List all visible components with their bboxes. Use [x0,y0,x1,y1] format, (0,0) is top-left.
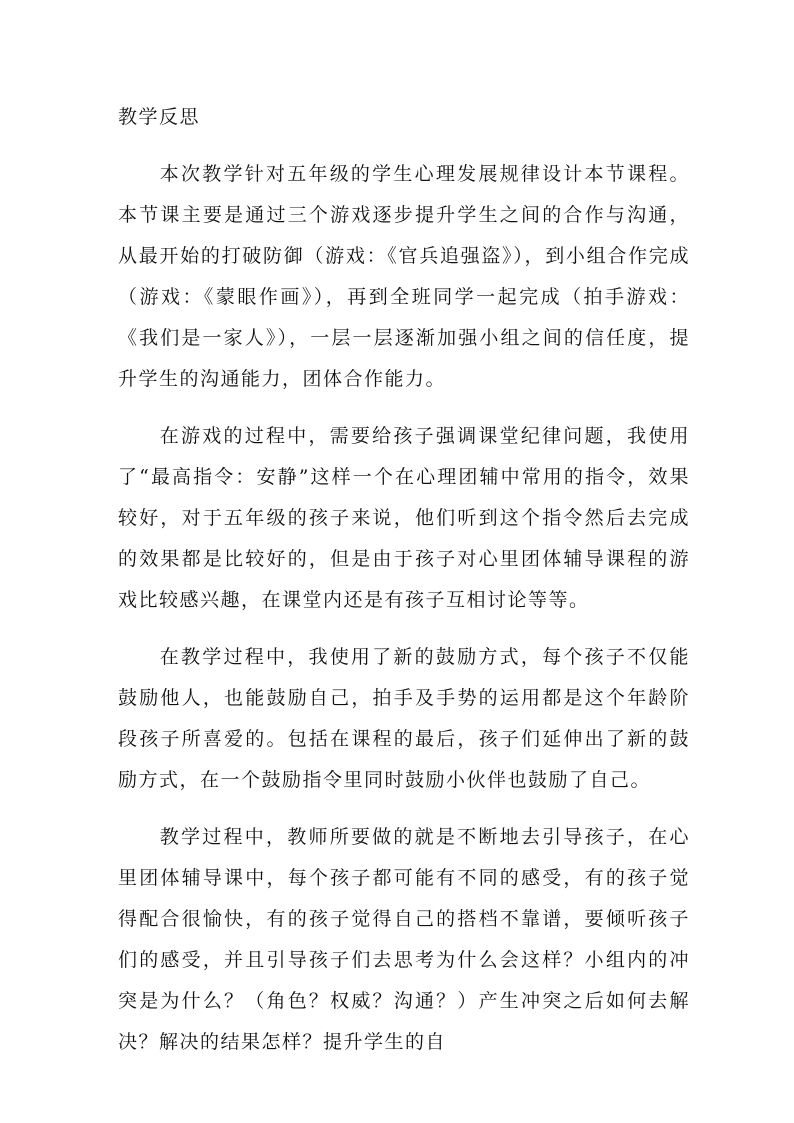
paragraph-1: 本次教学针对五年级的学生心理发展规律设计本节课程。本节课主要是通过三个游戏逐步提升学生之间的合作与沟通，从最开始的打破防御（游戏：《官兵追强盗》），到小组合作完成（游戏：《蒙眼作画》），再到全班同学一起完成（拍手游戏：《我们是一家人》），一层一层逐渐加强小组之间的信任度，提升学生的沟通能力，团体合作能力。 [118,163,690,390]
paragraph-4: 教学过程中，教师所要做的就是不断地去引导孩子，在心里团体辅导课中，每个孩子都可能有不同的感受，有的孩子觉得配合很愉快，有的孩子觉得自己的搭档不靠谱，要倾听孩子们的感受，并且引导孩子们去思考为什么会这样？小组内的冲突是为什么？（角色？权威？沟通？）产生冲突之后如何去解决？解决的结果怎样？提升学生的自 [118,826,690,1053]
paragraph-3: 在教学过程中，我使用了新的鼓励方式，每个孩子不仅能鼓励他人，也能鼓励自己，拍手及手势的运用都是这个年龄阶段孩子所喜爱的。包括在课程的最后，孩子们延伸出了新的鼓励方式，在一个鼓励指令里同时鼓励小伙伴也鼓励了自己。 [118,646,690,791]
document-body [118,97,690,1079]
paragraph-2: 在游戏的过程中，需要给孩子强调课堂纪律问题，我使用了“最高指令：安静”这样一个在心理团辅中常用的指令，效果较好，对于五年级的孩子来说，他们听到这个指令然后去完成的效果都是比较好的，但是由于孩子对心里团体辅导课程的游戏比较感兴趣，在课堂内还是有孩子互相讨论等等。 [118,425,690,611]
page-title: 教学反思 [118,106,201,128]
